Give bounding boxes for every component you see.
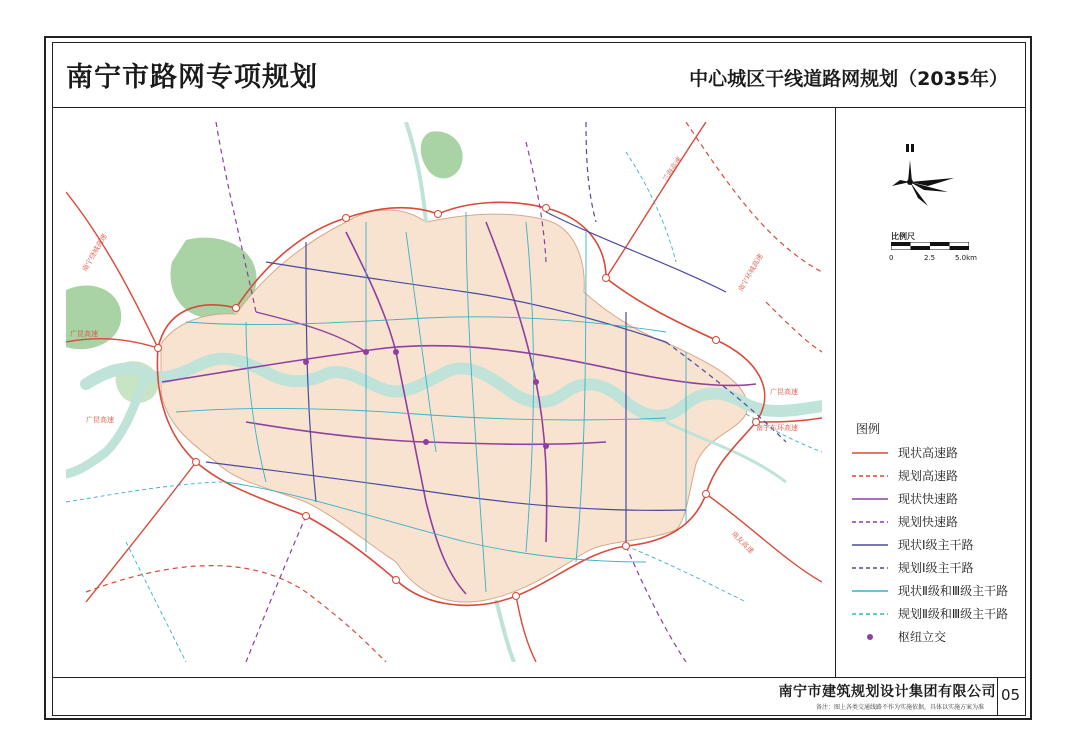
interchange-node	[543, 443, 549, 449]
road-network-map	[66, 122, 822, 662]
legend-label: 规划Ⅱ级和Ⅲ级主干路	[898, 607, 1009, 621]
legend-item	[852, 510, 1022, 533]
legend-label: 现状高速路	[898, 446, 959, 460]
planned-urban-expressway	[246, 516, 306, 662]
scale-tick: 5.0km	[955, 254, 978, 262]
header-divider	[52, 107, 1026, 108]
expressway-radial	[756, 418, 822, 422]
legend-label: 枢纽立交	[898, 630, 947, 644]
legend-item	[852, 441, 1022, 464]
legend-label: 现状Ⅱ级和Ⅲ级主干路	[898, 584, 1009, 598]
legend-label: 现状Ⅰ级主干路	[898, 538, 974, 552]
legend-swatch	[852, 608, 888, 620]
interchange-node	[513, 593, 520, 600]
expressway-radial	[516, 596, 536, 662]
interchange-node	[713, 337, 720, 344]
interchange-node	[603, 275, 610, 282]
planned-expressway	[686, 122, 822, 272]
planned-arterial-level-2	[66, 482, 226, 502]
interchange-node	[343, 215, 350, 222]
footer-divider	[52, 677, 1026, 678]
scale-label: 比例尺	[891, 232, 915, 241]
planned-expressway	[86, 566, 386, 662]
company-name: 南宁市建筑规划设计集团有限公司	[778, 684, 996, 700]
scale-bar	[891, 242, 969, 250]
expressway-label: 南友高速	[729, 529, 756, 556]
legend-label: 规划快速路	[898, 515, 959, 529]
arterial-level-1	[586, 122, 596, 222]
interchange-node	[303, 513, 310, 520]
legend-divider	[835, 107, 836, 677]
planned-arterial-level-2	[626, 546, 746, 602]
interchange-node	[623, 543, 630, 550]
interchange-node	[435, 211, 442, 218]
green-park	[421, 131, 463, 178]
legend	[852, 441, 1022, 648]
legend-swatch	[852, 493, 888, 505]
legend-swatch	[852, 539, 888, 551]
expressway-label: 广昆高速	[70, 330, 98, 338]
legend-label: 规划高速路	[898, 469, 959, 483]
legend-item	[852, 464, 1022, 487]
legend-label: 现状快速路	[898, 492, 959, 506]
expressway-label: 广昆高速	[770, 388, 798, 396]
interchange-node	[363, 349, 369, 355]
river-tributary	[496, 600, 514, 662]
legend-item	[852, 625, 1022, 648]
north-arrow-icon	[884, 140, 974, 220]
page-number: 05	[1001, 686, 1021, 704]
planned-expressway	[766, 302, 822, 352]
legend-swatch	[852, 447, 888, 459]
interchange-node	[303, 359, 309, 365]
expressway-radial	[706, 494, 822, 582]
river-tributary	[406, 122, 426, 222]
expressway-label: 兰海高速	[661, 155, 684, 184]
legend-swatch	[852, 470, 888, 482]
legend-label: 规划Ⅰ级主干路	[898, 561, 974, 575]
scale-tick: 0	[889, 254, 894, 262]
interchange-node	[393, 577, 400, 584]
legend-item	[852, 533, 1022, 556]
interchange-node	[393, 349, 399, 355]
expressway-radial	[86, 462, 196, 602]
interchange-node	[233, 305, 240, 312]
legend-item	[852, 487, 1022, 510]
legend-item	[852, 602, 1022, 625]
expressway-label: 南宁环城高速	[736, 252, 765, 293]
interchange-node	[533, 379, 539, 385]
scale-tick: 2.5	[924, 254, 936, 262]
expressway-label: 南宁绕城高速	[80, 232, 109, 273]
planned-arterial-level-2	[126, 542, 186, 662]
page-title: 南宁市路网专项规划	[66, 62, 318, 93]
expressway-label: 广昆高速	[86, 416, 114, 424]
interchange-node	[423, 439, 429, 445]
legend-swatch	[852, 585, 888, 597]
legend-swatch	[852, 516, 888, 528]
legend-swatch	[852, 631, 888, 643]
interchange-node	[543, 205, 550, 212]
map-canvas	[66, 122, 822, 662]
map-subtitle: 中心城区干线道路网规划（2035年）	[689, 68, 1008, 90]
expressway-radial	[606, 122, 706, 278]
interchange-node	[193, 459, 200, 466]
interchange-node	[155, 345, 162, 352]
legend-swatch	[852, 562, 888, 574]
planned-urban-expressway	[626, 546, 686, 662]
footer-note: 备注：图上各类交通线路不作为实施依据，具体以实施方案为准	[815, 704, 984, 711]
legend-title: 图例	[856, 422, 881, 436]
legend-item	[852, 556, 1022, 579]
expressway-label: 南宁东环高速	[756, 424, 798, 432]
legend-item	[852, 579, 1022, 602]
interchange-node	[703, 491, 710, 498]
